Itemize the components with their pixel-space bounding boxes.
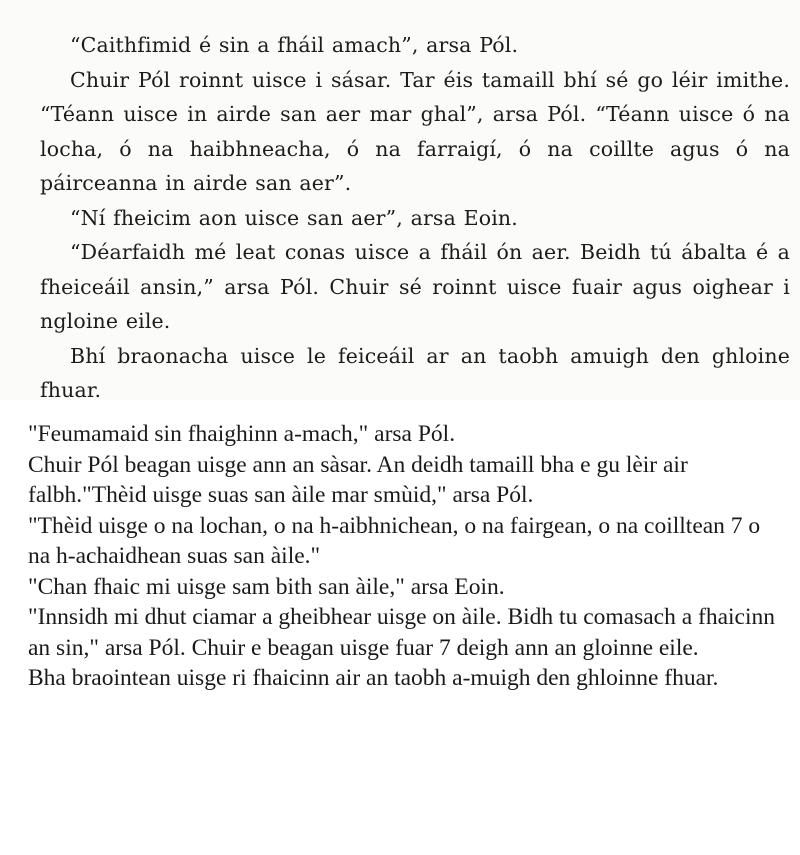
gaelic-translation-text [28, 419, 788, 694]
translation-paragraph: "Innsidh mi dhut ciamar a gheibhear uisge on àile. Bidh tu comasach a fhaicinn an sin," arsa Pól. Chuir e beagan uisge fuar 7 deigh ann an gloinne eile. [28, 604, 776, 661]
translation-paragraph: "Chan fhaic mi uisge sam bith san àile," arsa Eoin. [28, 573, 505, 600]
translation-paragraph: Chuir Pól beagan uisge ann an sàsar. An deidh tamaill bha e gu lèir air falbh."Thèid uisge suas san àile mar smùid," arsa Pól. [28, 451, 688, 508]
translation-paragraph: "Feumamaid sin fhaighinn a-mach," arsa Pól. [28, 421, 456, 447]
original-irish-text [40, 28, 790, 408]
translation-paragraph: "Thèid uisge o na lochan, o na h-aibhnichean, o na fairgean, o na coilltean 7 o na h-achaidhean suas san àile." [28, 512, 761, 569]
original-paragraph: Chuir Pól roinnt uisce i sásar. Tar éis tamaill bhí sé go léir imithe. “Téann uisce in airde san aer mar ghal”, arsa Pól. “Téann uisce ó na locha, ó na haibhneacha, ó na farraigí, ó na coillte agus ó na páirceanna in airde san aer”. [40, 67, 790, 195]
scanned-page-image [0, 0, 800, 400]
original-paragraph: “Ní fheicim aon uisce san aer”, arsa Eoin. [70, 205, 518, 230]
translation-paragraph: Bha braointean uisge ri fhaicinn air an taobh a-muigh den ghloinne fhuar. [28, 665, 719, 691]
original-paragraph: Bhí braonacha uisce le feiceáil ar an taobh amuigh den ghloine fhuar. [40, 343, 790, 402]
original-paragraph: “Caithfimid é sin a fháil amach”, arsa Pól. [70, 33, 519, 57]
original-paragraph: “Déarfaidh mé leat conas uisce a fháil ón aer. Beidh tú ábalta é a fheiceáil ansin,” arsa Pól. Chuir sé roinnt uisce fuair agus oighear i ngloine eile. [40, 240, 790, 333]
